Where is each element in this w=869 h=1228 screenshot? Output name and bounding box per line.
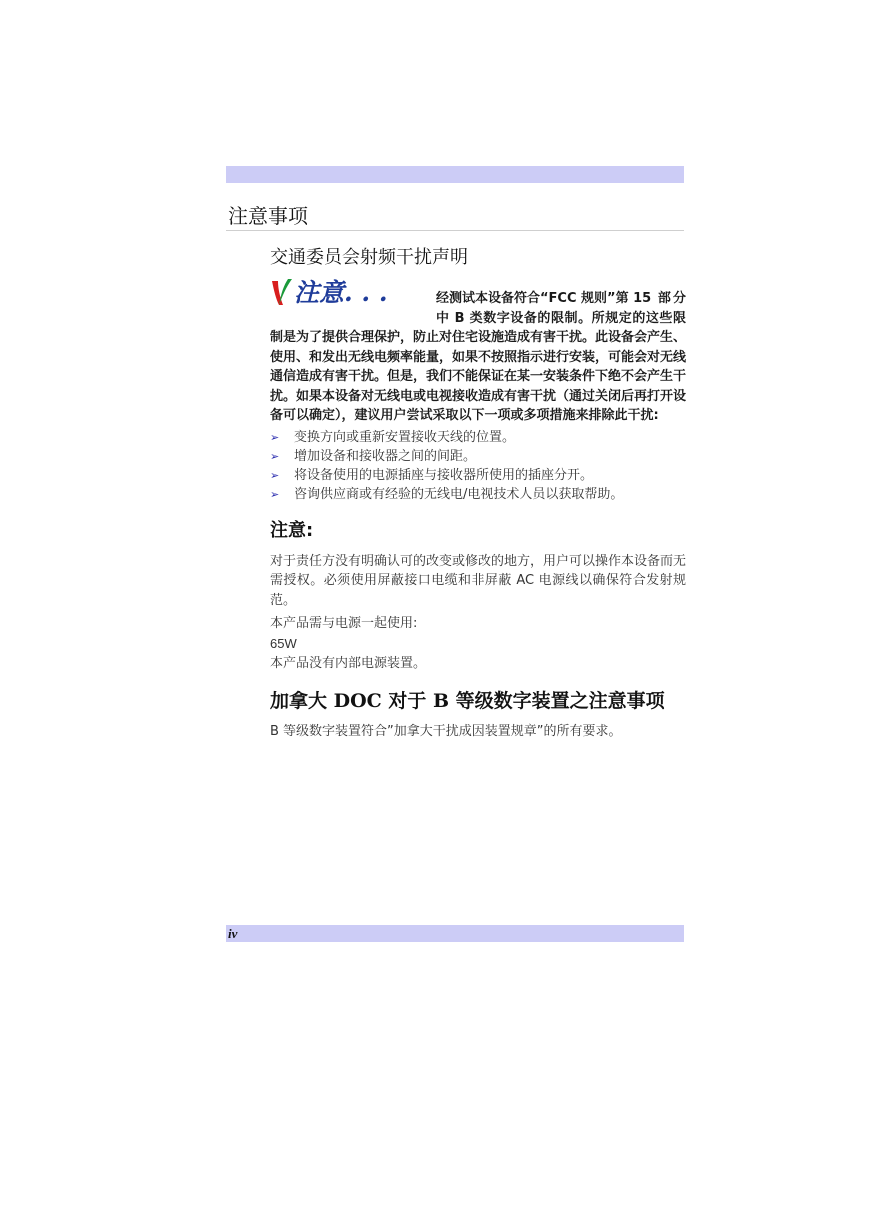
section-title: 注意事项 — [228, 204, 308, 228]
fcc-bullet-list — [270, 428, 686, 504]
arrow-bullet-icon: ➢ — [270, 430, 280, 444]
footer-bar — [226, 925, 684, 942]
notice-logo-icon — [270, 275, 430, 309]
canada-paragraph: B 等级数字装置符合”加拿大干扰成因装置规章”的所有要求。 — [270, 724, 622, 739]
header-bar — [226, 166, 684, 183]
title-divider — [226, 230, 684, 231]
list-item-text: 咨询供应商或有经验的无线电/电视技术人员以获取帮助。 — [294, 486, 624, 502]
main-content — [270, 243, 686, 742]
list-item-text: 变换方向或重新安置接收天线的位置。 — [294, 429, 516, 445]
note-title: 注意: — [270, 519, 314, 541]
list-item — [270, 485, 686, 504]
list-item — [270, 428, 686, 447]
power-value: 65W — [270, 636, 297, 651]
fcc-notice — [270, 275, 686, 426]
fcc-paragraph-rest: 部分中 B 类数字设备的限制。所规定的这些限制是为了提供合理保护，防止对住宅设施造成有害干扰。此设备会产生、使用、和发出无线电频率能量，如果不按照指示进行安装，可能会对无线通信造成有害干扰。但是，我们不能保证在某一安装条件下绝不会产生干扰。如果本设备对无线电或电视接收造成有害干扰（通过关闭后再打开设备可以确定），建议用户尝试采取以下一项或多项措施来排除此干扰: — [270, 291, 687, 423]
list-item-text: 增加设备和接收器之间的间距。 — [294, 448, 477, 464]
arrow-bullet-icon: ➢ — [270, 468, 280, 482]
list-item — [270, 447, 686, 466]
list-item — [270, 466, 686, 485]
fcc-paragraph-first: 经测试本设备符合“FCC 规则”第 15 — [436, 291, 652, 306]
list-item-text: 将设备使用的电源插座与接收器所使用的插座分开。 — [294, 467, 594, 483]
notice-label: 注意. . . — [294, 278, 388, 307]
page-number: iv — [228, 926, 238, 941]
arrow-bullet-icon: ➢ — [270, 449, 280, 463]
note-paragraph: 对于责任方没有明确认可的改变或修改的地方，用户可以操作本设备而无需授权。必须使用屏蔽接口电缆和非屏蔽 AC 电源线以确保符合发射规范。 — [270, 553, 687, 608]
power-note: 本产品没有内部电源装置。 — [270, 656, 427, 671]
fcc-title: 交通委员会射频干扰声明 — [270, 247, 468, 268]
arrow-bullet-icon: ➢ — [270, 487, 280, 501]
power-intro: 本产品需与电源一起使用: — [270, 616, 418, 631]
canada-title: 加拿大 DOC 对于 B 等级数字装置之注意事项 — [270, 690, 665, 712]
